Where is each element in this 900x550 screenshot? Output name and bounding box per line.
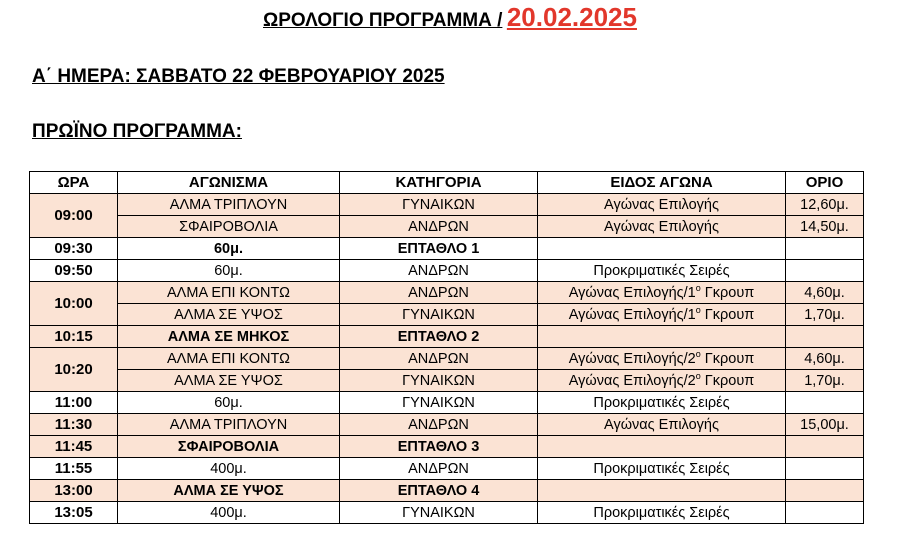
category-cell: ΕΠΤΑΘΛΟ 4 <box>340 480 538 502</box>
event-cell: ΑΛΜΑ ΕΠΙ ΚΟΝΤΩ <box>118 282 340 304</box>
table-row <box>30 436 864 458</box>
table-row <box>30 260 864 282</box>
session-heading: ΠΡΩΪΝΟ ΠΡΟΓΡΑΜΜΑ: <box>32 121 242 142</box>
limit-cell: 1,70μ. <box>786 370 864 392</box>
type-cell <box>538 436 786 458</box>
category-cell: ΑΝΔΡΩΝ <box>340 414 538 436</box>
type-cell <box>538 480 786 502</box>
type-cell: Αγώνας Επιλογής <box>538 194 786 216</box>
time-cell: 10:15 <box>30 326 118 348</box>
event-cell: 60μ. <box>118 392 340 414</box>
event-cell: ΑΛΜΑ ΤΡΙΠΛΟΥΝ <box>118 194 340 216</box>
type-text: Αγώνας Επιλογής/1 <box>568 284 696 301</box>
event-cell: ΑΛΜΑ ΣΕ ΥΨΟΣ <box>118 480 340 502</box>
column-header-time: ΩΡΑ <box>30 172 118 194</box>
type-suffix: Γκρουπ <box>700 372 755 389</box>
time-cell: 13:05 <box>30 502 118 524</box>
limit-cell <box>786 436 864 458</box>
event-cell: ΑΛΜΑ ΣΕ ΥΨΟΣ <box>118 370 340 392</box>
type-text: Αγώνας Επιλογής/1 <box>568 306 696 323</box>
type-cell <box>538 238 786 260</box>
category-cell: ΕΠΤΑΘΛΟ 2 <box>340 326 538 348</box>
time-cell: 11:55 <box>30 458 118 480</box>
limit-cell: 12,60μ. <box>786 194 864 216</box>
title-text: ΩΡΟΛΟΓΙΟ ΠΡΟΓΡΑΜΜΑ / <box>263 10 503 31</box>
column-header-limit: ΟΡΙΟ <box>786 172 864 194</box>
type-cell <box>538 348 786 370</box>
category-cell: ΑΝΔΡΩΝ <box>340 260 538 282</box>
time-cell: 11:00 <box>30 392 118 414</box>
type-cell: Προκριματικές Σειρές <box>538 392 786 414</box>
title-date: 20.02.2025 <box>506 2 637 32</box>
limit-cell: 14,50μ. <box>786 216 864 238</box>
table-row <box>30 502 864 524</box>
event-cell: 60μ. <box>118 238 340 260</box>
column-header-category: ΚΑΤΗΓΟΡΙΑ <box>340 172 538 194</box>
schedule-table <box>29 171 864 524</box>
type-cell <box>538 326 786 348</box>
time-cell: 09:50 <box>30 260 118 282</box>
type-suffix: Γκρουπ <box>700 350 755 367</box>
limit-cell <box>786 260 864 282</box>
category-cell: ΓΥΝΑΙΚΩΝ <box>340 370 538 392</box>
event-cell: ΣΦΑΙΡΟΒΟΛΙΑ <box>118 216 340 238</box>
time-cell: 10:00 <box>30 282 118 326</box>
category-cell: ΑΝΔΡΩΝ <box>340 458 538 480</box>
time-cell: 11:30 <box>30 414 118 436</box>
limit-cell <box>786 502 864 524</box>
category-cell: ΕΠΤΑΘΛΟ 1 <box>340 238 538 260</box>
type-suffix: Γκρουπ <box>700 306 755 323</box>
table-row <box>30 304 864 326</box>
event-cell: ΑΛΜΑ ΕΠΙ ΚΟΝΤΩ <box>118 348 340 370</box>
event-cell: ΣΦΑΙΡΟΒΟΛΙΑ <box>118 436 340 458</box>
column-header-type: ΕΙΔΟΣ ΑΓΩΝΑ <box>538 172 786 194</box>
limit-cell <box>786 480 864 502</box>
type-cell: Αγώνας Επιλογής <box>538 216 786 238</box>
table-header-row <box>30 172 864 194</box>
type-cell: Προκριματικές Σειρές <box>538 458 786 480</box>
time-cell: 09:00 <box>30 194 118 238</box>
category-cell: ΓΥΝΑΙΚΩΝ <box>340 194 538 216</box>
table-row <box>30 238 864 260</box>
limit-cell <box>786 458 864 480</box>
document-title <box>0 2 900 33</box>
limit-cell: 4,60μ. <box>786 282 864 304</box>
category-cell: ΑΝΔΡΩΝ <box>340 348 538 370</box>
time-cell: 13:00 <box>30 480 118 502</box>
limit-cell: 1,70μ. <box>786 304 864 326</box>
category-cell: ΓΥΝΑΙΚΩΝ <box>340 304 538 326</box>
table-row <box>30 458 864 480</box>
limit-cell: 15,00μ. <box>786 414 864 436</box>
type-text: Αγώνας Επιλογής/2 <box>568 372 696 389</box>
ordinal-sup: ο <box>695 348 701 359</box>
limit-cell <box>786 392 864 414</box>
table-row <box>30 480 864 502</box>
type-text: Αγώνας Επιλογής/2 <box>568 350 696 367</box>
time-cell: 09:30 <box>30 238 118 260</box>
time-cell: 11:45 <box>30 436 118 458</box>
ordinal-sup: ο <box>695 282 701 293</box>
type-cell <box>538 304 786 326</box>
table-row <box>30 216 864 238</box>
type-cell: Προκριματικές Σειρές <box>538 502 786 524</box>
limit-cell <box>786 238 864 260</box>
event-cell: ΑΛΜΑ ΤΡΙΠΛΟΥΝ <box>118 414 340 436</box>
ordinal-sup: ο <box>695 304 701 315</box>
category-cell: ΓΥΝΑΙΚΩΝ <box>340 392 538 414</box>
table-row <box>30 392 864 414</box>
event-cell: 400μ. <box>118 458 340 480</box>
type-suffix: Γκρουπ <box>700 284 755 301</box>
category-cell: ΕΠΤΑΘΛΟ 3 <box>340 436 538 458</box>
category-cell: ΑΝΔΡΩΝ <box>340 216 538 238</box>
day-heading: Α΄ ΗΜΕΡΑ: ΣΑΒΒΑΤΟ 22 ΦΕΒΡΟΥΑΡΙΟΥ 2025 <box>32 66 445 87</box>
limit-cell <box>786 326 864 348</box>
table-row <box>30 194 864 216</box>
limit-cell: 4,60μ. <box>786 348 864 370</box>
type-cell: Προκριματικές Σειρές <box>538 260 786 282</box>
event-cell: ΑΛΜΑ ΣΕ ΜΗΚΟΣ <box>118 326 340 348</box>
table-row <box>30 348 864 370</box>
table-row <box>30 370 864 392</box>
table-row <box>30 414 864 436</box>
type-cell <box>538 370 786 392</box>
category-cell: ΓΥΝΑΙΚΩΝ <box>340 502 538 524</box>
category-cell: ΑΝΔΡΩΝ <box>340 282 538 304</box>
table-row <box>30 326 864 348</box>
event-cell: ΑΛΜΑ ΣΕ ΥΨΟΣ <box>118 304 340 326</box>
event-cell: 400μ. <box>118 502 340 524</box>
ordinal-sup: ο <box>695 370 701 381</box>
type-cell: Αγώνας Επιλογής <box>538 414 786 436</box>
column-header-event: ΑΓΩΝΙΣΜΑ <box>118 172 340 194</box>
table-row <box>30 282 864 304</box>
time-cell: 10:20 <box>30 348 118 392</box>
event-cell: 60μ. <box>118 260 340 282</box>
type-cell <box>538 282 786 304</box>
